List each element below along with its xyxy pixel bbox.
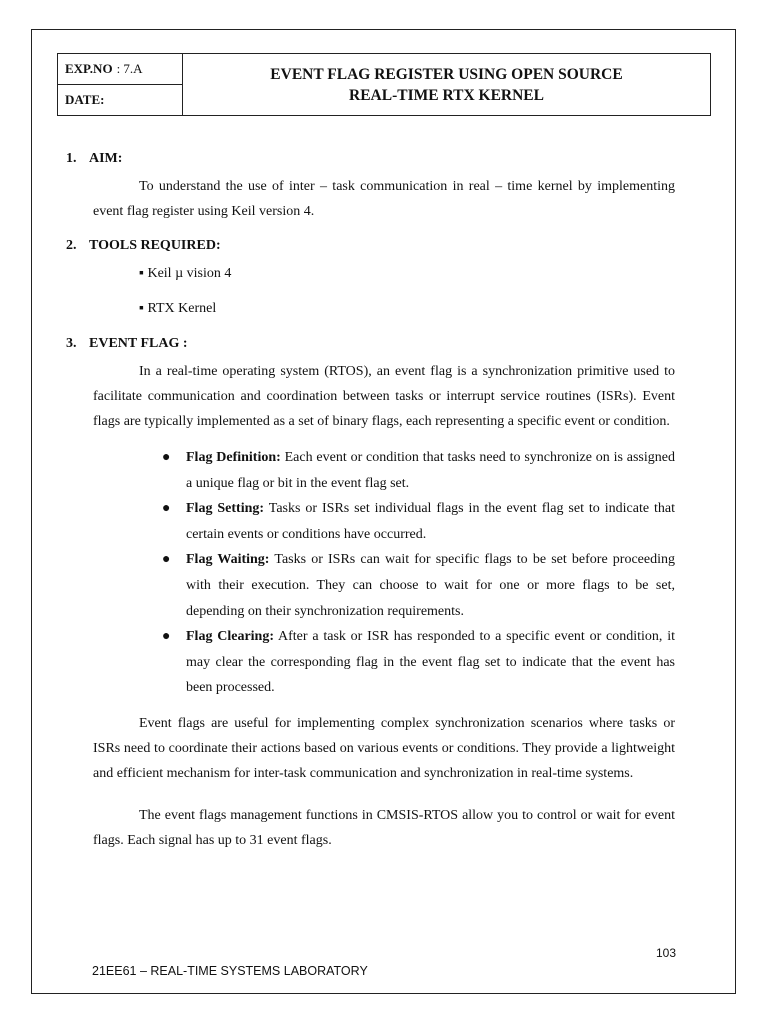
bullet-term: Flag Clearing:: [186, 629, 274, 645]
bullet-term: Flag Definition:: [186, 450, 281, 465]
paragraph-text: The event flags management functions in CMSIS-RTOS allow you to control or wait for event flags. Each signal has up to 31 event flags.: [93, 807, 675, 848]
tool-item: ▪ Keil µ vision 4: [139, 266, 232, 281]
exp-no-value: : 7.A: [116, 61, 143, 76]
aim-heading: [66, 146, 675, 171]
list-item: [162, 496, 675, 547]
list-item: [162, 547, 675, 624]
event-flag-paragraph-3: [66, 803, 675, 853]
experiment-title: [183, 54, 710, 115]
section-number: 3.: [66, 336, 77, 351]
event-flag-heading: [66, 331, 675, 356]
date-label: DATE:: [65, 92, 105, 107]
section-title: TOOLS REQUIRED:: [89, 238, 221, 253]
bullet-text: Tasks or ISRs set individual flags in the event flag set to indicate that certain events or conditions have occurred.: [186, 501, 676, 542]
intro-text: In a real-time operating system (RTOS), an event flag is a synchronization primitive used to facilitate communication and coordination between tasks or interrupt service routines (ISRs). Event flags are typically implemented as a set of binary flags, each representing a specific event or condition.: [93, 364, 675, 429]
paragraph-text: Event flags are useful for implementing complex synchronization scenarios where tasks or ISRs need to coordinate their actions based on various events or conditions. They provide a lightweight and efficient mechanism for inter-task communication and synchronization in real-time systems.: [93, 715, 675, 781]
flag-bullet-list: [66, 445, 675, 701]
section-title: AIM:: [89, 151, 123, 166]
aim-paragraph: [66, 174, 675, 224]
footer-lab-name: 21EE61 – REAL-TIME SYSTEMS LABORATORY: [92, 964, 368, 978]
bullet-icon: ●: [162, 552, 171, 568]
header-meta: [58, 54, 183, 115]
bullet-icon: ●: [162, 501, 171, 517]
section-title: EVENT FLAG :: [89, 336, 188, 351]
event-flag-intro: [66, 359, 675, 434]
section-number: 2.: [66, 238, 77, 253]
title-line-1: EVENT FLAG REGISTER USING OPEN SOURCE: [270, 65, 623, 83]
list-item: [162, 445, 675, 496]
section-number: 1.: [66, 151, 77, 166]
bullet-icon: ●: [162, 629, 171, 645]
bullet-text: Tasks or ISRs can wait for specific flags to be set before proceeding with their execution. They can choose to wait for one or more flags to be set, depending on their synchronization requirements.: [186, 552, 676, 619]
exp-no-cell: [58, 54, 182, 84]
bullet-text: Each event or condition that tasks need to synchronize on is assigned a unique flag or bit in the event flag set.: [186, 450, 675, 491]
date-cell: [58, 84, 182, 115]
document-body: [66, 146, 675, 853]
aim-text: To understand the use of inter – task communication in real – time kernel by implementing event flag register using Keil version 4.: [93, 179, 675, 219]
exp-no-label: EXP.NO: [65, 61, 113, 76]
list-item: [162, 624, 675, 701]
event-flag-paragraph-2: [66, 711, 675, 786]
bullet-text: After a task or ISR has responded to a specific event or condition, it may clear the corresponding flag in the event flag set to indicate that the event has been processed.: [186, 629, 675, 696]
bullet-term: Flag Waiting:: [186, 552, 270, 568]
bullet-term: Flag Setting:: [186, 501, 265, 517]
bullet-icon: ●: [162, 450, 171, 465]
tool-item: ▪ RTX Kernel: [139, 301, 217, 316]
page-number: 103: [655, 946, 676, 960]
tools-heading: [66, 233, 675, 258]
experiment-header: [57, 53, 711, 116]
title-line-2: REAL-TIME RTX KERNEL: [349, 86, 544, 104]
